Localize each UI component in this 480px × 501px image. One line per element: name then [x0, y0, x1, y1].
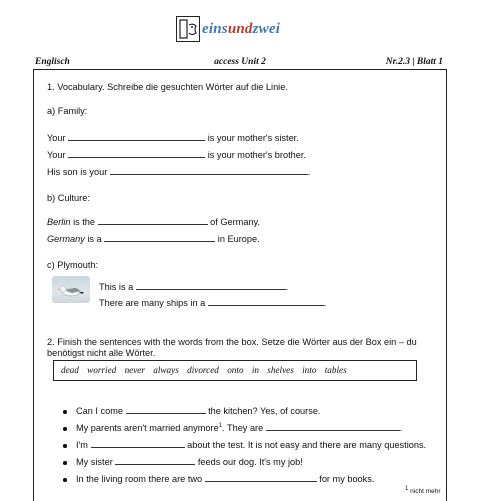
- answer-blank[interactable]: [68, 132, 205, 141]
- answer-blank[interactable]: [208, 297, 324, 306]
- bullet-icon: [63, 427, 67, 431]
- culture-line-1: Berlin is the of Germany.: [47, 217, 261, 227]
- sentence-2: My parents aren't married anymore$^1$. They are .: [76, 422, 403, 433]
- box-word: onto: [227, 365, 244, 375]
- box-word: always: [153, 365, 179, 375]
- plymouth-line-1: This is a .: [99, 282, 289, 292]
- bullet-icon: [63, 461, 67, 465]
- seagull-icon: [52, 276, 90, 303]
- answer-blank[interactable]: [68, 149, 205, 158]
- box-word: divorced: [187, 365, 219, 375]
- answer-blank[interactable]: [91, 439, 185, 448]
- logo-face-icon: [176, 16, 200, 42]
- family-line-1: Your is your mother's sister.: [47, 133, 299, 143]
- culture-line-2: Germany is a in Europe.: [47, 234, 260, 244]
- culture-heading: b) Culture:: [47, 193, 90, 203]
- answer-blank[interactable]: [136, 281, 286, 290]
- exercise2-instruction-line1: 2. Finish the sentences with the words from the box. Setze die Wörter aus der Box ein – du: [47, 337, 417, 347]
- sentence-5: In the living room there are two for my books.: [76, 474, 375, 484]
- box-word: into: [302, 365, 317, 375]
- sheet-number: Nr.2.3 | Blatt 1: [385, 57, 443, 67]
- plymouth-heading: c) Plymouth:: [47, 260, 99, 270]
- exercise1-instruction: 1. Vocabulary. Schreibe die gesuchten Wörter auf die Linie.: [47, 82, 288, 92]
- sentence-1: Can I come the kitchen? Yes, of course.: [76, 406, 321, 416]
- answer-blank[interactable]: [110, 166, 308, 175]
- answer-blank[interactable]: [126, 405, 206, 414]
- exercise2-instruction-line2: benötigst nicht alle Wörter.: [47, 348, 156, 358]
- footnote: $^1$ nicht mehr: [405, 485, 441, 495]
- subject-label: Englisch: [35, 57, 70, 67]
- box-word: tables: [324, 365, 347, 375]
- answer-blank[interactable]: [115, 456, 195, 465]
- unit-label: access Unit 2: [214, 57, 266, 67]
- answer-blank[interactable]: [205, 473, 317, 482]
- box-word: never: [124, 365, 145, 375]
- bullet-icon: [63, 444, 67, 448]
- family-line-2: Your is your mother's brother.: [47, 150, 306, 160]
- sentence-3: I'm about the test. It is not easy and there are many questions.: [76, 440, 427, 450]
- bullet-icon: [63, 410, 67, 414]
- answer-blank[interactable]: [98, 216, 208, 225]
- word-box: [53, 360, 417, 381]
- sentence-4: My sister feeds our dog. It's my job!: [76, 457, 303, 467]
- answer-blank[interactable]: [104, 233, 215, 242]
- worksheet-header: [33, 56, 447, 70]
- answer-blank[interactable]: [266, 422, 400, 431]
- bullet-icon: [63, 478, 67, 482]
- logo: [176, 14, 280, 44]
- plymouth-line-2: There are many ships in a .: [99, 298, 327, 308]
- box-word: in: [251, 365, 259, 375]
- family-heading: a) Family:: [47, 106, 88, 116]
- box-word: dead: [61, 365, 79, 375]
- family-line-3: His son is your .: [47, 167, 311, 177]
- box-word: worried: [87, 365, 117, 375]
- box-word: shelves: [267, 365, 294, 375]
- logo-text: einsundzwei: [202, 20, 281, 37]
- seagull-photo: [52, 276, 90, 303]
